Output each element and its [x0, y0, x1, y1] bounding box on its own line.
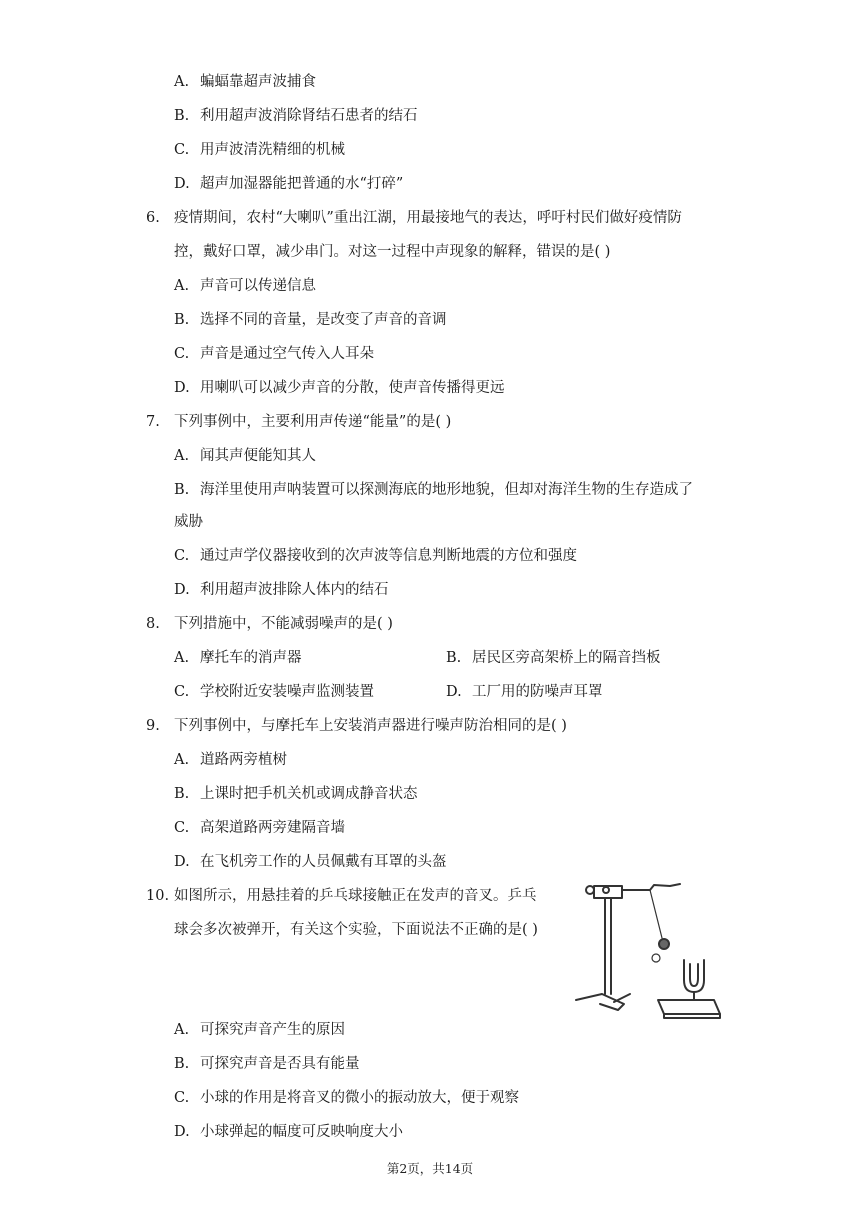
option-letter: C. [174, 142, 190, 158]
option-letter: B. [446, 650, 462, 666]
q5-option-d [174, 174, 403, 194]
question-number: 8. [146, 616, 160, 632]
q6-option-a [174, 276, 316, 296]
option-text: 闻其声便能知其人 [200, 448, 316, 464]
q10-option-c [174, 1088, 519, 1108]
option-text: 通过声学仪器接收到的次声波等信息判断地震的方位和强度 [200, 548, 577, 564]
option-letter: C. [174, 1090, 190, 1106]
q7-option-d [174, 580, 389, 600]
option-letter: B. [174, 108, 190, 124]
q5-option-c [174, 140, 345, 160]
option-text: 超声加湿器能把普通的水“打碎” [200, 176, 404, 192]
option-letter: D. [446, 684, 462, 700]
option-text: 声音是通过空气传入人耳朵 [200, 346, 374, 362]
q8-option-c [174, 682, 374, 702]
option-text: 蝙蝠靠超声波捕食 [200, 74, 316, 90]
option-letter: B. [174, 786, 190, 802]
question-stem: 下列事例中，与摩托车上安装消声器进行噪声防治相同的是( ) [174, 718, 567, 734]
q5-option-a [174, 72, 316, 92]
option-text: 摩托车的消声器 [200, 650, 302, 666]
q8-option-b [446, 648, 661, 668]
option-letter: C. [174, 548, 190, 564]
option-letter: A. [174, 448, 190, 464]
tuning-fork-experiment-figure [572, 872, 722, 1022]
option-letter: C. [174, 684, 190, 700]
option-text: 学校附近安装噪声监测装置 [200, 684, 374, 700]
question-stem: 下列事例中，主要利用声传递“能量”的是( ) [174, 414, 452, 430]
option-text: 利用超声波排除人体内的结石 [200, 582, 389, 598]
option-letter: A. [174, 74, 190, 90]
option-text: 居民区旁高架桥上的隔音挡板 [472, 650, 661, 666]
option-letter: C. [174, 346, 190, 362]
option-letter: D. [174, 380, 190, 396]
option-letter: C. [174, 820, 190, 836]
option-letter: A. [174, 278, 190, 294]
option-letter: D. [174, 582, 190, 598]
question-stem: 球会多次被弹开，有关这个实验，下面说法不正确的是( ) [174, 922, 538, 938]
q7-option-c [174, 546, 577, 566]
option-text: 用喇叭可以减少声音的分散，使声音传播得更远 [200, 380, 505, 396]
q7-option-b [174, 480, 693, 500]
q5-option-b [174, 106, 418, 126]
option-letter: B. [174, 1056, 190, 1072]
q10-option-a [174, 1020, 345, 1040]
option-text: 上课时把手机关机或调成静音状态 [200, 786, 418, 802]
option-text: 道路两旁植树 [200, 752, 287, 768]
option-text: 利用超声波消除肾结石患者的结石 [200, 108, 418, 124]
question-stem: 如图所示，用悬挂着的乒乓球接触正在发声的音叉。乒乓 [174, 888, 537, 904]
q9-option-c [174, 818, 345, 838]
ping-pong-ball [659, 939, 669, 949]
question-number: 7. [146, 414, 160, 430]
option-text: 小球弹起的幅度可反映响度大小 [200, 1124, 403, 1140]
option-text: 声音可以传递信息 [200, 278, 316, 294]
q9-option-a [174, 750, 287, 770]
q6-option-d [174, 378, 505, 398]
q10-option-d [174, 1122, 403, 1142]
option-text: 小球的作用是将音叉的微小的振动放大，便于观察 [200, 1090, 519, 1106]
q6-option-c [174, 344, 374, 364]
q6-option-b [174, 310, 447, 330]
option-text: 用声波清洗精细的机械 [200, 142, 345, 158]
option-text: 在飞机旁工作的人员佩戴有耳罩的头盔 [200, 854, 447, 870]
option-letter: A. [174, 1022, 190, 1038]
q9-option-d [174, 852, 447, 872]
option-letter: D. [174, 1124, 190, 1140]
q9-option-b [174, 784, 418, 804]
option-letter: D. [174, 854, 190, 870]
question-stem: 下列措施中，不能减弱噪声的是( ) [174, 616, 393, 632]
question-stem: 控，戴好口罩，减少串门。对这一过程中声现象的解释，错误的是( ) [174, 244, 611, 260]
option-text: 威胁 [174, 514, 203, 530]
fork-base [658, 1000, 720, 1014]
option-letter: A. [174, 752, 190, 768]
option-text: 可探究声音产生的原因 [200, 1022, 345, 1038]
q10-option-b [174, 1054, 360, 1074]
q8-option-a [174, 648, 302, 668]
option-text: 高架道路两旁建隔音墙 [200, 820, 345, 836]
option-text: 工厂用的防噪声耳罩 [472, 684, 603, 700]
tuning-fork [684, 960, 704, 992]
q7-option-a [174, 446, 316, 466]
question-stem: 疫情期间，农村“大喇叭”重出江湖，用最接地气的表达，呼吁村民们做好疫情防 [174, 210, 682, 226]
option-text: 海洋里使用声呐装置可以探测海底的地形地貌，但却对海洋生物的生存造成了 [200, 482, 693, 498]
question-number: 10. [146, 888, 170, 904]
question-number: 9. [146, 718, 160, 734]
option-letter: A. [174, 650, 190, 666]
option-letter: B. [174, 482, 190, 498]
option-letter: D. [174, 176, 190, 192]
option-text: 可探究声音是否具有能量 [200, 1056, 360, 1072]
option-text: 选择不同的音量，是改变了声音的音调 [200, 312, 447, 328]
question-number: 6. [146, 210, 160, 226]
q7-option-b-continued [174, 512, 203, 532]
option-letter: B. [174, 312, 190, 328]
page-footer: 第2页，共14页 [386, 1161, 474, 1176]
q8-option-d [446, 682, 603, 702]
